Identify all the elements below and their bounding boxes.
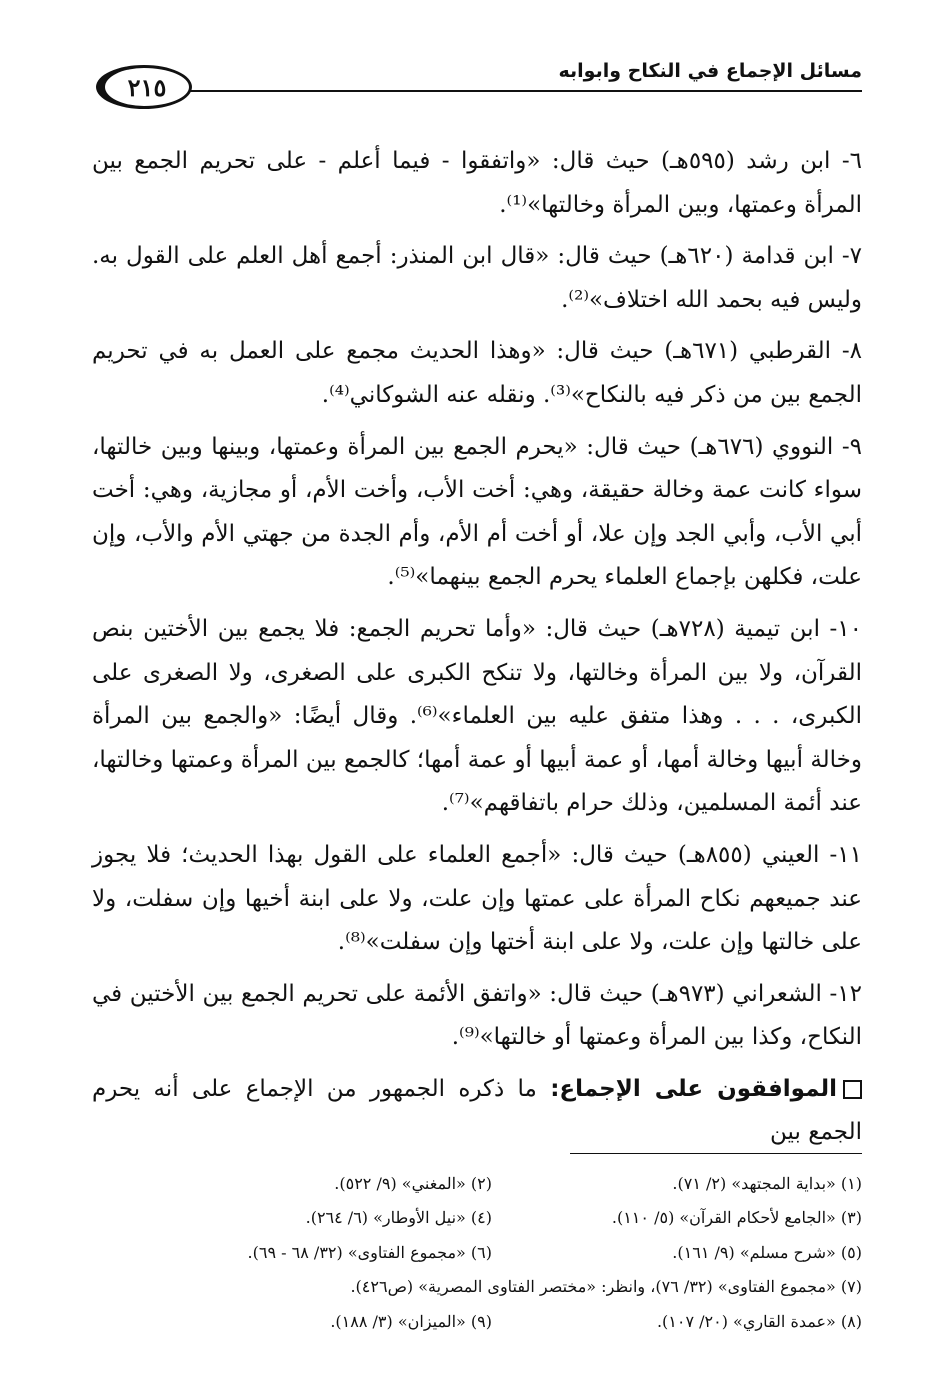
footnote-3: (٣) «الجامع لأحكام القرآن» (٥/ ١١٠). bbox=[611, 1208, 862, 1228]
paragraph-10: ١٠- ابن تيمية (٧٢٨هـ) حيث قال: «وأما تحريم الجمع: فلا يجمع بين الأختين بنص القرآن، ولا بين المرأة وخالتها، ولا تنكح الكبرى على الصغرى، ولا الصغرى على الكبرى، . . . وهذا متفق عليه بين العلماء»⁽⁶⁾. وقال أيضًا: «والجمع بين المرأة وخالة أبيها وخالة أمها، أو عمة أبيها أو عمة أمها؛ كالجمع بين المرأة وعمتها وخالتها، عند أئمة المسلمين، وذلك حرام باتفاقهم»⁽⁷⁾. bbox=[92, 615, 863, 817]
paragraph-11: ١١- العيني (٨٥٥هـ) حيث قال: «أجمع العلماء على القول بهذا الحديث؛ فلا يجوز عند جميعهم نكاح المرأة على عمتها وإن علت، ولا على ابنة أخيها وإن سفلت، ولا على خالتها وإن علت، ولا على ابنة أختها وإن سفلت»⁽⁸⁾. bbox=[92, 841, 862, 956]
footnote-4: (٤) «نيل الأوطار» (٦/ ٢٦٤). bbox=[305, 1208, 492, 1228]
footnote-row bbox=[82, 1166, 862, 1201]
page-number-badge bbox=[96, 65, 192, 109]
footnote-5: (٥) «شرح مسلم» (٩/ ١٦١). bbox=[672, 1242, 862, 1262]
page-header bbox=[96, 52, 862, 112]
footnote-9: (٩) «الميزان» (٣/ ١٨٨). bbox=[330, 1311, 492, 1331]
section-heading-line bbox=[92, 1068, 862, 1155]
footnote-8: (٨) «عمدة القاري» (٢٠/ ١٠٧). bbox=[656, 1311, 862, 1331]
paragraph-7: ٧- ابن قدامة (٦٢٠هـ) حيث قال: «قال ابن المنذر: أجمع أهل العلم على القول به. وليس فيه بحمد الله اختلاف»⁽²⁾. bbox=[92, 243, 862, 313]
paragraph-8: ٨- القرطبي (٦٧١هـ) حيث قال: «وهذا الحديث مجمع على العمل به في تحريم الجمع بين من ذكر فيه بالنكاح»⁽³⁾. ونقله عنه الشوكاني⁽⁴⁾. bbox=[92, 338, 862, 408]
paragraph-12: ١٢- الشعراني (٩٧٣هـ) حيث قال: «واتفق الأئمة على تحريم الجمع بين الأختين في النكاح، وكذا بين المرأة وعمتها أو خالتها»⁽⁹⁾. bbox=[92, 980, 863, 1051]
header-rule bbox=[176, 90, 862, 92]
footnote-1: (١) «بداية المجتهد» (٢/ ٧١). bbox=[672, 1173, 862, 1193]
running-title: مسائل الإجماع في النكاح وابوابه bbox=[558, 60, 862, 82]
section-heading-label: الموافقون على الإجماع: bbox=[550, 1075, 838, 1102]
paragraph-6: ٦- ابن رشد (٥٩٥هـ) حيث قال: «واتفقوا - فيما أعلم - على تحريم الجمع بين المرأة وعمتها، وبين المرأة وخالتها»⁽¹⁾. bbox=[92, 148, 862, 218]
square-bullet-icon bbox=[843, 1080, 862, 1099]
footnote-row bbox=[82, 1304, 862, 1339]
paragraph-9: ٩- النووي (٦٧٦هـ) حيث قال: «يحرم الجمع بين المرأة وعمتها، وبينها وبين خالتها، سواء كانت عمة وخالة حقيقة، وهي: أخت الأب، وأخت الأم، أو مجازية، وهي: أخت أبي الأب، وأبي الجد وإن علا، أو أخت أم الأم، وأم الجدة من جهتي الأم والأب، وإن علت، فكلهن بإجماع العلماء يحرم الجمع بينهما»⁽⁵⁾. bbox=[92, 433, 862, 591]
footnotes bbox=[82, 1166, 862, 1339]
footnote-6: (٦) «مجموع الفتاوى» (٣٢/ ٦٨ - ٦٩). bbox=[247, 1242, 492, 1262]
section-heading-text: ما ذكره الجمهور من الإجماع على أنه يحرم الجمع بين bbox=[92, 1075, 862, 1146]
footnote-row bbox=[82, 1270, 862, 1305]
footnote-2: (٢) «المغني» (٩/ ٥٢٢). bbox=[334, 1173, 492, 1193]
page-number: ٢١٥ bbox=[127, 72, 167, 102]
main-text bbox=[92, 140, 862, 1155]
footnote-row bbox=[82, 1201, 862, 1236]
footnote-separator bbox=[570, 1153, 862, 1154]
footnote-7: (٧) «مجموع الفتاوى» (٣٢/ ٧٦)، وانظر: «مختصر الفتاوى المصرية» (ص٤٢٦). bbox=[350, 1277, 862, 1297]
footnote-row bbox=[82, 1235, 862, 1270]
